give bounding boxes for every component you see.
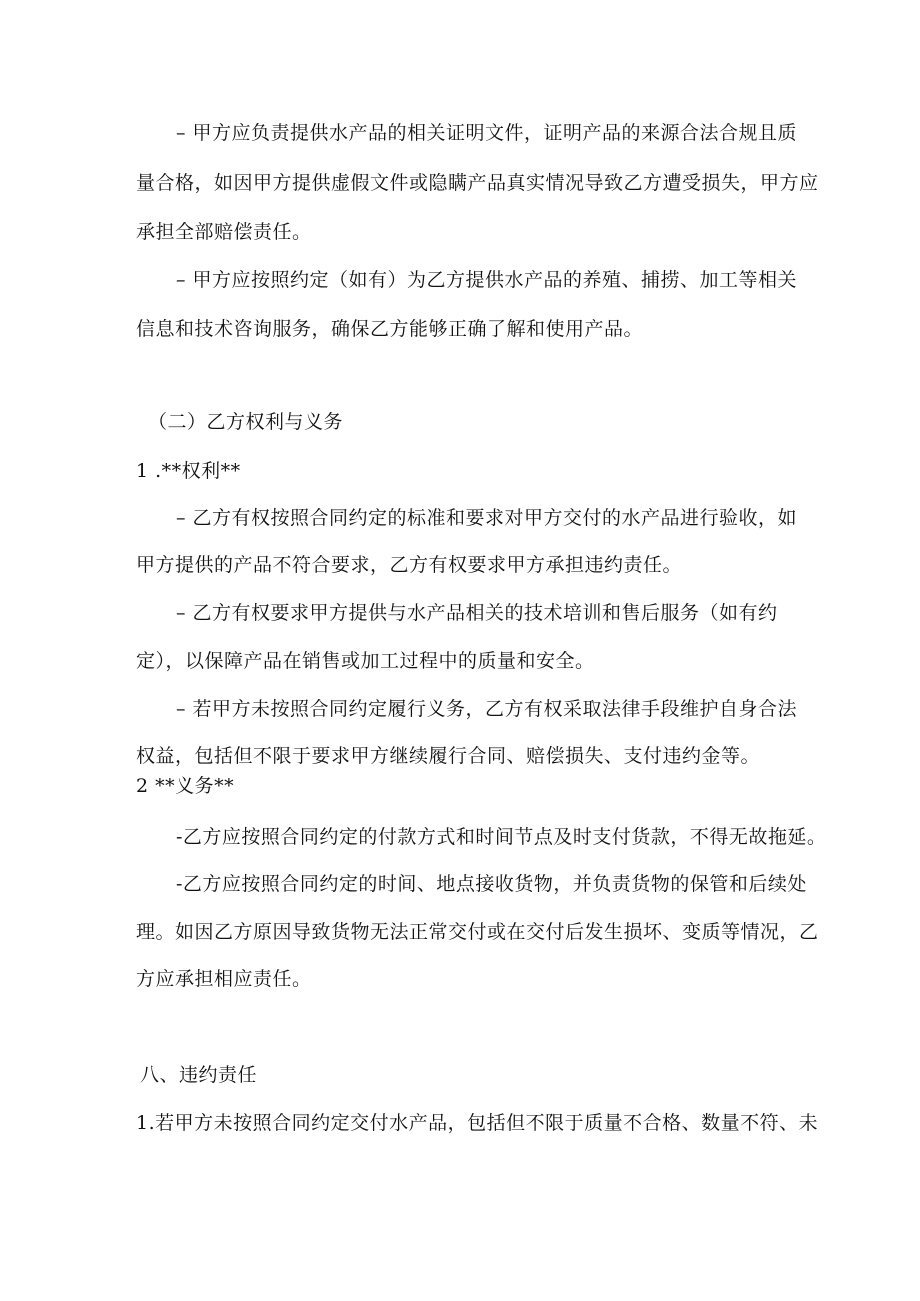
paragraph-line: – 甲方应负责提供水产品的相关证明文件，证明产品的来源合法合规且质 xyxy=(176,122,798,144)
paragraph-line: – 乙方有权按照合同约定的标准和要求对甲方交付的水产品进行验收，如 xyxy=(176,507,798,529)
section-heading: 八、违约责任 xyxy=(140,1064,258,1086)
paragraph-line: 承担全部赔偿责任。 xyxy=(136,221,312,243)
paragraph-line: – 若甲方未按照合同约定履行义务，乙方有权采取法律手段维护自身合法 xyxy=(176,698,798,720)
paragraph-line: 理。如因乙方原因导致货物无法正常交付或在交付后发生损坏、变质等情况，乙 xyxy=(136,921,819,943)
paragraph-line: 量合格，如因甲方提供虚假文件或隐瞒产品真实情况导致乙方遭受损失，甲方应 xyxy=(136,172,819,194)
paragraph-line: 信息和技术咨询服务，确保乙方能够正确了解和使用产品。 xyxy=(136,318,644,340)
paragraph-line: -乙方应按照合同约定的时间、地点接收货物，并负责货物的保管和后续处 xyxy=(176,873,807,895)
paragraph-line: -乙方应按照合同约定的付款方式和时间节点及时支付货款，不得无故拖延。 xyxy=(176,826,827,848)
paragraph-line: – 乙方有权要求甲方提供与水产品相关的技术培训和售后服务（如有约 xyxy=(176,602,778,624)
paragraph-line: 权益，包括但不限于要求甲方继续履行合同、赔偿损失、支付违约金等。 xyxy=(136,745,761,767)
section-heading: （二）乙方权利与义务 xyxy=(148,411,344,433)
paragraph-line: 甲方提供的产品不符合要求，乙方有权要求甲方承担违约责任。 xyxy=(136,554,683,576)
paragraph-line: 定），以保障产品在销售或加工过程中的质量和安全。 xyxy=(136,650,595,672)
subsection-heading: 1 .**权利** xyxy=(136,460,241,482)
paragraph-line: 方应承担相应责任。 xyxy=(136,968,312,990)
paragraph-line: 1.若甲方未按照合同约定交付水产品，包括但不限于质量不合格、数量不符、未 xyxy=(136,1112,819,1134)
subsection-heading: 2 **义务** xyxy=(136,775,235,797)
paragraph-line: – 甲方应按照约定（如有）为乙方提供水产品的养殖、捕捞、加工等相关 xyxy=(176,269,798,291)
